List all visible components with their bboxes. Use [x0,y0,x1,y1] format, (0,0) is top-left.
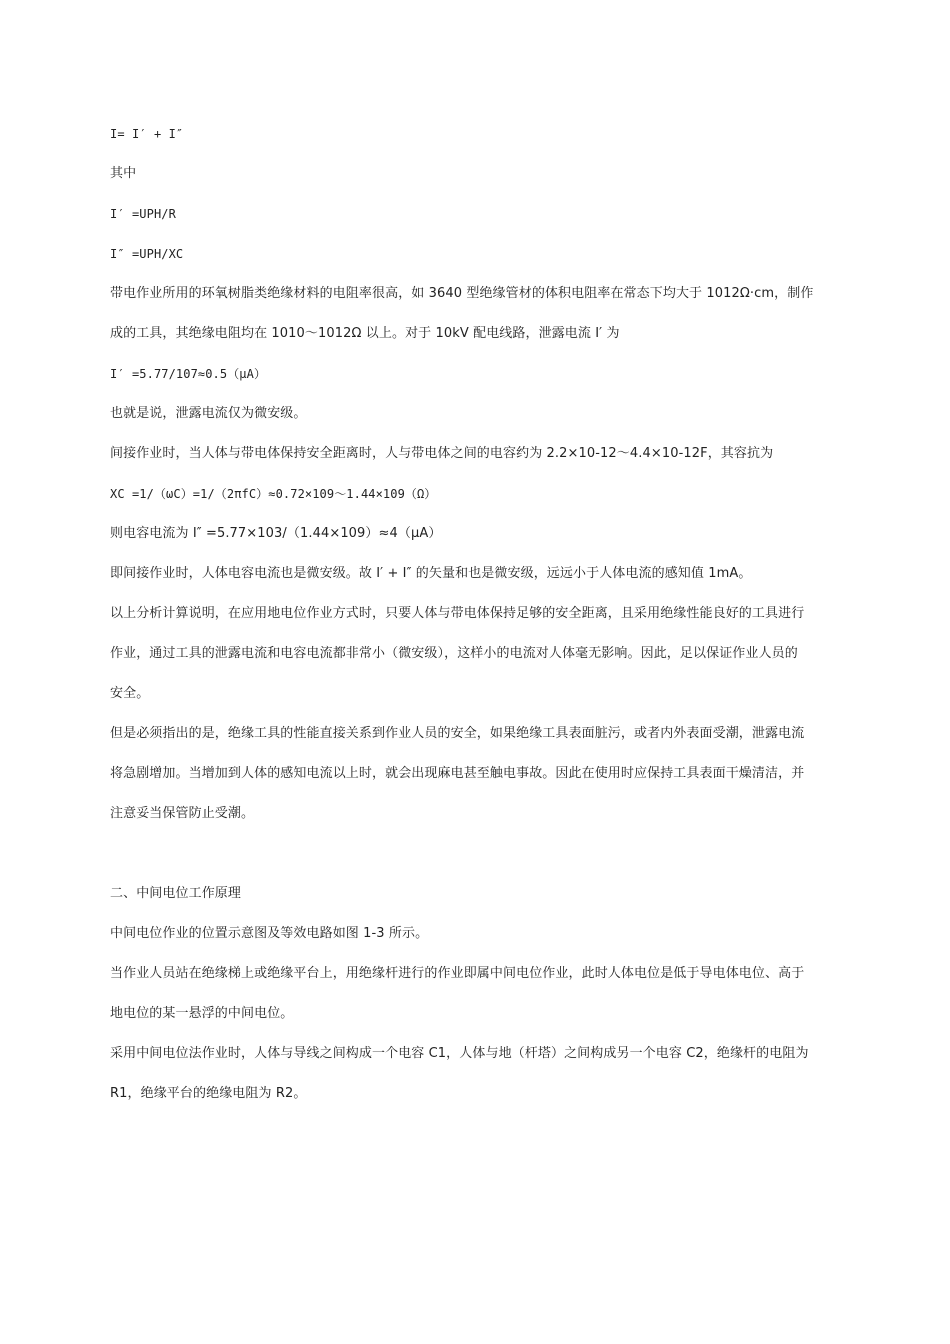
paragraph-line: 也就是说，泄露电流仅为微安级。 [110,406,307,421]
paragraph-line: 中间电位作业的位置示意图及等效电路如图 1-3 所示。 [110,926,429,941]
paragraph-line: 但是必须指出的是，绝缘工具的性能直接关系到作业人员的安全，如果绝缘工具表面脏污，或者内外表面受潮，泄露电流 [110,726,805,741]
document-body [110,124,872,1124]
paragraph-line: 即间接作业时，人体电容电流也是微安级。故 I′ + I″ 的矢量和也是微安级，远远小于人体电流的感知值 1mA。 [110,566,752,581]
formula-leakage-value: I′ =5.77/107≈0.5（μA） [110,367,267,381]
paragraph-line: 间接作业时，当人体与带电体保持安全距离时，人与带电体之间的电容约为 2.2×10-12～4.4×10-12F，其容抗为 [110,446,774,461]
paragraph-line: 将急剧增加。当增加到人体的感知电流以上时，就会出现麻电甚至触电事故。因此在使用时应保持工具表面干燥清洁，并 [110,766,805,781]
paragraph-line: 地电位的某一悬浮的中间电位。 [110,1006,294,1021]
section-heading: 二、中间电位工作原理 [110,886,242,901]
formula-capacitive-value: 则电容电流为 I″ =5.77×103/（1.44×109）≈4（μA） [110,526,442,541]
paragraph-line: 安全。 [110,686,150,701]
formula-reactance: XC =1/（ωC）=1/（2πfC）≈0.72×109～1.44×109（Ω） [110,487,437,501]
formula-capacitive-current: I″ =UPH/XC [110,247,184,261]
paragraph-line: R1，绝缘平台的绝缘电阻为 R2。 [110,1086,307,1101]
paragraph-line: 注意妥当保管防止受潮。 [110,806,255,821]
paragraph-line: 以上分析计算说明，在应用地电位作业方式时，只要人体与带电体保持足够的安全距离，且采用绝缘性能良好的工具进行 [110,606,805,621]
formula-leakage-current: I′ =UPH/R [110,207,176,221]
section-gap [110,844,872,864]
section-gap [110,864,872,884]
paragraph-line: 采用中间电位法作业时，人体与导线之间构成一个电容 C1，人体与地（杆塔）之间构成另一个电容 C2，绝缘杆的电阻为 [110,1046,809,1061]
paragraph-line: 当作业人员站在绝缘梯上或绝缘平台上，用绝缘杆进行的作业即属中间电位作业，此时人体电位是低于导电体电位、高于 [110,966,805,981]
text-line: 其中 [110,166,137,181]
paragraph-line: 作业，通过工具的泄露电流和电容电流都非常小（微安级），这样小的电流对人体毫无影响。因此，足以保证作业人员的 [110,646,798,661]
formula-total-current: I= I′ + I″ [110,127,184,141]
paragraph-line: 成的工具，其绝缘电阻均在 1010～1012Ω 以上。对于 10kV 配电线路，泄露电流 I′ 为 [110,326,620,341]
paragraph-line: 带电作业所用的环氧树脂类绝缘材料的电阻率很高，如 3640 型绝缘管材的体积电阻率在常态下均大于 1012Ω·cm，制作 [110,286,814,301]
